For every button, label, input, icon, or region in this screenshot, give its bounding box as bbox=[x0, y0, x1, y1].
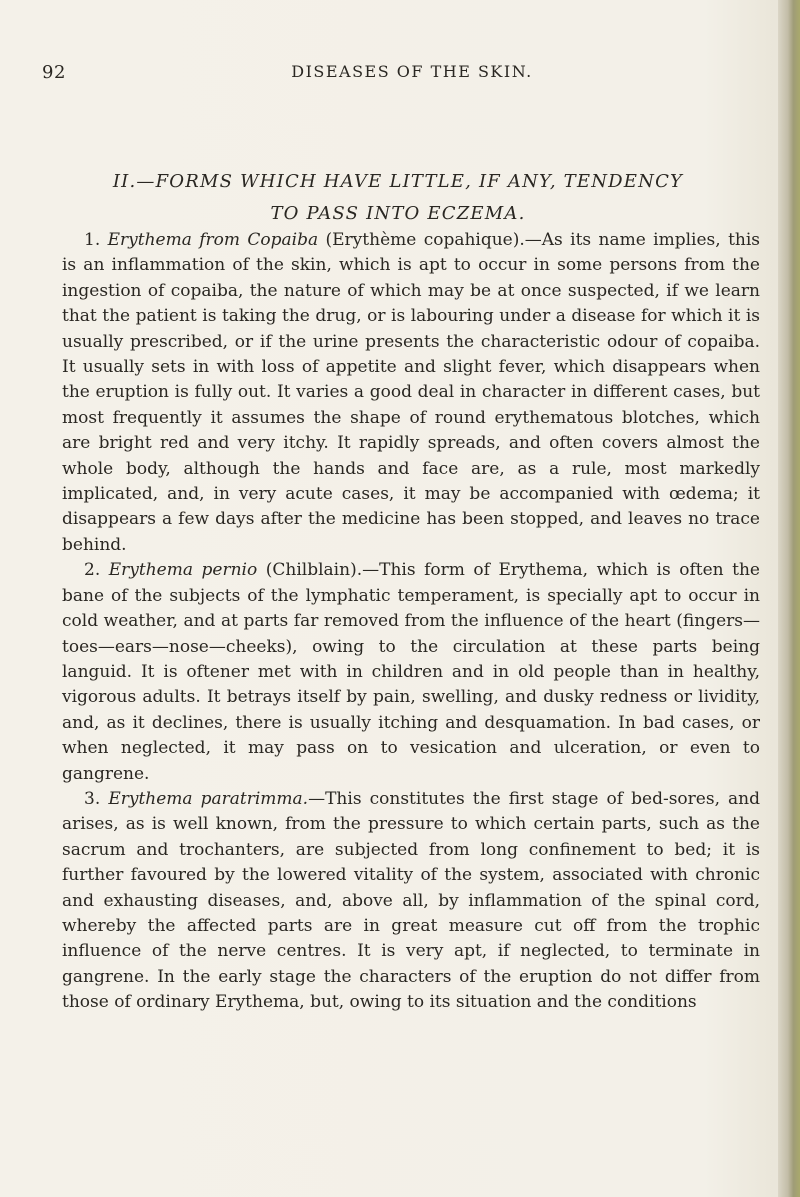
section-heading-line-1: II.—FORMS WHICH HAVE LITTLE, IF ANY, TENDENCY bbox=[112, 171, 684, 192]
paragraph-paratrimma bbox=[62, 787, 760, 1016]
body-text bbox=[62, 228, 760, 1016]
running-title: DISEASES OF THE SKIN. bbox=[291, 62, 533, 81]
paragraph-text: (Chilblain).—This form of Erythema, which is often the bane of the subjects of the lymphatic temperament, is specially apt to occur in cold weather, and at parts far removed from the influence of the heart (fingers—toes—ears—nose—cheeks), owing to the circulation at these parts being languid. It is oftener met with in children and in old people than in healthy, vigorous adults. It betrays itself by pain, swelling, and dusky redness or lividity, and, as it declines, there is usually itching and desquamation. In bad cases, or when neglected, it may pass on to vesication and ulceration, or even to gangrene. bbox=[62, 560, 760, 784]
paragraph-term: Erythema paratrimma. bbox=[108, 788, 309, 809]
paragraph-pernio bbox=[62, 558, 760, 787]
page-number: 92 bbox=[42, 62, 66, 83]
page-edge-shadow bbox=[778, 0, 800, 1197]
paragraph-text: —This constitutes the first stage of bed-sores, and arises, as is well known, from the pressure to which certain parts, such as the sacrum and trochanters, are subjected from long confinement to bed; it is further favoured by the lowered vitality of the system, associated with chronic and exhausting diseases, and, above all, by inflammation of the spinal cord, whereby the affected parts are in great measure cut off from the trophic influence of the nerve centres. It is very apt, if neglected, to terminate in gangrene. In the early stage the characters of the eruption do not differ from those of ordinary Erythema, but, owing to its situation and the conditions bbox=[62, 788, 761, 1013]
running-head bbox=[42, 62, 747, 86]
paragraph-term: Erythema pernio bbox=[108, 560, 258, 581]
paragraph-copaiba bbox=[62, 228, 760, 558]
section-heading-line-2: TO PASS INTO ECZEMA. bbox=[270, 203, 526, 224]
paragraph-number: 3. bbox=[84, 788, 101, 809]
paragraph-number: 1. bbox=[84, 230, 101, 250]
paragraph-number: 2. bbox=[84, 560, 101, 581]
section-heading bbox=[28, 166, 768, 230]
paragraph-text: (Erythème copahique).—As its name implies, this is an inflammation of the skin, which is apt to occur in some persons from the ingestion of copaiba, the nature of which may be at once suspected, if we learn that the patient is taking the drug, or is labouring under a disease for which it is usually prescribed, or if the urine presents the characteristic odour of copaiba. It usually sets in with loss of appetite and slight fever, which disappears when the eruption is fully out. It varies a good deal in character in different cases, but most frequently it assumes the shape of round erythematous blotches, which are bright red and very itchy. It rapidly spreads, and often covers almost the whole body, although the hands and face are, as a rule, most markedly implicated, and, in very acute cases, it may be accompanied with œdema; it disappears a few days after the medicine has been stopped, and leaves no trace behind. bbox=[62, 230, 761, 555]
paragraph-term: Erythema from Copaiba bbox=[107, 230, 319, 250]
